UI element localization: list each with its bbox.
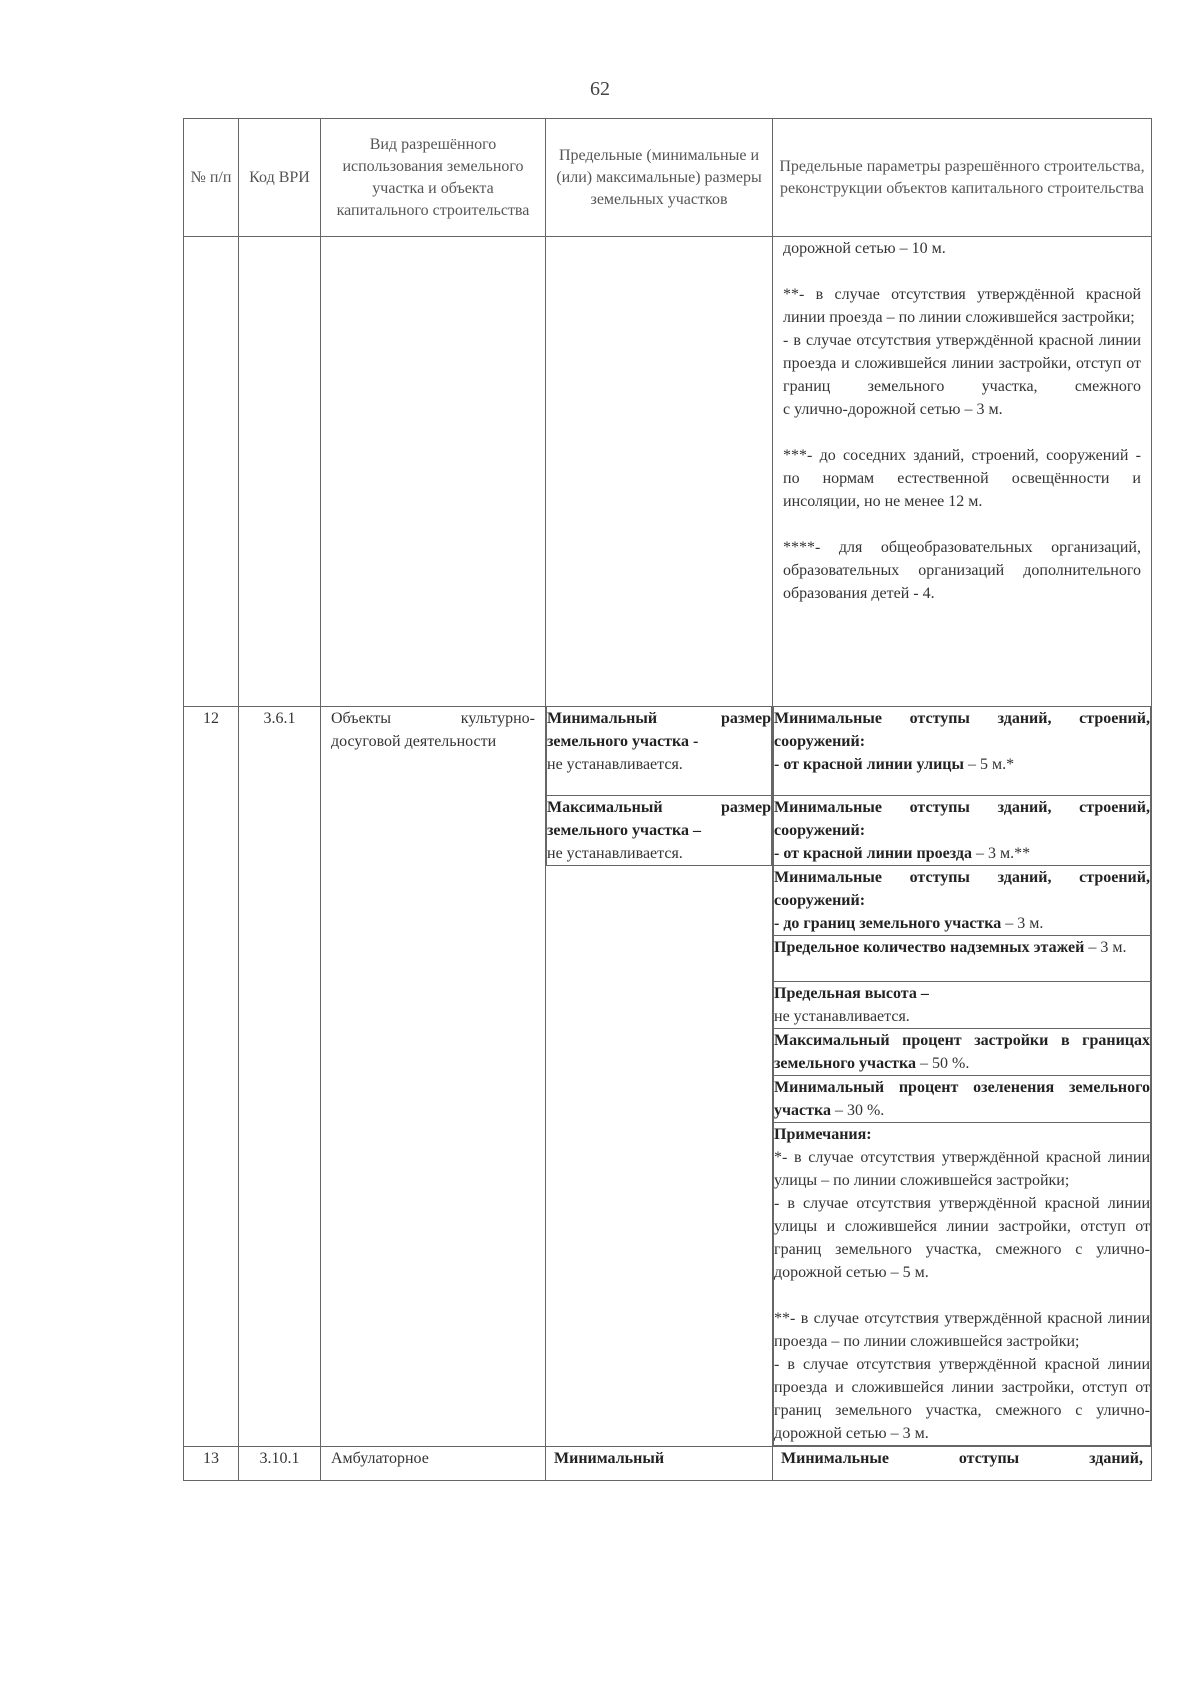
table-row-12 [184, 707, 1152, 1447]
cont-sizes-cell [546, 237, 773, 707]
page-number: 62 [590, 78, 610, 100]
cont-type-cell [321, 237, 546, 707]
header-sizes: Предельные (минимальные и (или) максимальные) размеры земельных участков [546, 119, 773, 237]
row12-param-1-label: Минимальные отступы зданий, строений, сооружений: [774, 710, 1150, 750]
row12-param-7 [774, 1075, 1151, 1122]
row12-params-table [773, 707, 1151, 1446]
row12-min-size-label: Минимальный размер земельного участка - [547, 710, 771, 750]
row12-max-size [547, 795, 772, 865]
row12-param-1-line: - от красной линии улицы [774, 756, 964, 773]
row12-param-5 [774, 981, 1151, 1028]
row12-sizes-table [546, 707, 772, 866]
row12-max-size-value: не устанавливается. [547, 844, 683, 862]
row12-notes-title: Примечания: [774, 1125, 872, 1143]
row13-sizes: Минимальный [546, 1446, 773, 1480]
cont-note2b: - в случае отсутствия утверждённой красной линии проезда и сложившейся линии застройки, отступ от границ земельного участка, смежного [783, 332, 1141, 395]
row12-param-2-label: Минимальные отступы зданий, строений, сооружений: [774, 798, 1150, 839]
row12-note-2a: **- в случае отсутствия утверждённой красной линии проезда – по линии сложившейся застройки; [774, 1309, 1150, 1350]
row12-param-5-label: Предельная высота – [774, 984, 929, 1002]
row12-min-size [547, 707, 772, 795]
row13-num: 13 [184, 1446, 239, 1480]
row12-param-2-line: - от красной линии проезда [774, 844, 972, 862]
row12-params-cell [773, 707, 1152, 1447]
row12-code: 3.6.1 [239, 707, 321, 1447]
row12-param-4-label: Предельное количество надземных этажей [774, 938, 1085, 956]
row12-param-7-label: Минимальный процент озеленения земельного участка [774, 1078, 1150, 1119]
row12-param-1-value: – 5 м.* [968, 756, 1015, 773]
header-num: № п/п [184, 119, 239, 237]
row12-note-1b: - в случае отсутствия утверждённой красной линии улицы и сложившейся линии застройки, отступ от границ земельного участка, смежного с улично-дорожной сетью – 5 м. [774, 1194, 1150, 1281]
row12-param-3-label: Минимальные отступы зданий, строений, сооружений: [774, 868, 1150, 909]
row12-note-2b: - в случае отсутствия утверждённой красной линии проезда и сложившейся линии застройки, отступ от границ земельного участка, смежного с улично-дорожной сетью – 3 м. [774, 1355, 1150, 1442]
header-type: Вид разрешённого использования земельного участка и объекта капитального строительства [321, 119, 546, 237]
cont-line1: дорожной сетью – 10 м. [783, 240, 946, 257]
row12-param-6-value: – 50 %. [920, 1054, 970, 1072]
table-header-row [184, 119, 1152, 237]
regulations-table [183, 118, 1152, 1481]
row13-code: 3.10.1 [239, 1446, 321, 1480]
cont-num-cell [184, 237, 239, 707]
row12-param-1 [774, 707, 1151, 795]
row12-num: 12 [184, 707, 239, 1447]
row12-sizes-cell [546, 707, 773, 1447]
row12-param-3-value: – 3 м. [1005, 914, 1044, 932]
cont-note4-end: образования детей - 4. [783, 585, 935, 602]
row12-param-4 [774, 935, 1151, 981]
row12-param-2 [774, 795, 1151, 865]
cont-params-cell [773, 237, 1152, 707]
row12-note-1a: *- в случае отсутствия утверждённой красной линии улицы – по линии сложившейся застройки; [774, 1148, 1150, 1189]
row12-max-size-label: Максимальный размер земельного участка – [547, 798, 771, 839]
row13-type: Амбулаторное [321, 1446, 546, 1480]
cont-note4: ****- для общеобразовательных организаций, образовательных организаций дополнительного [783, 539, 1141, 579]
table-row-continued [184, 237, 1152, 707]
cont-note2c: с улично-дорожной сетью – 3 м. [783, 401, 1003, 418]
row12-notes [774, 1122, 1151, 1445]
row12-param-5-value: не устанавливается. [774, 1007, 910, 1025]
cont-note2a: **- в случае отсутствия утверждённой красной линии проезда – по линии сложившейся застройки; [783, 286, 1141, 326]
row12-param-7-value: – 30 %. [834, 1101, 885, 1119]
row12-param-3-line: - до границ земельного участка [774, 914, 1002, 932]
row12-param-6 [774, 1028, 1151, 1075]
header-params: Предельные параметры разрешённого строительства, реконструкции объектов капитального строительства [773, 119, 1152, 237]
row12-param-6-label: Максимальный процент застройки в границах земельного участка [774, 1031, 1150, 1072]
row12-type: Объекты культурно-досуговой деятельности [321, 707, 546, 1447]
row12-param-4-value: – 3 м. [1088, 938, 1127, 956]
row12-param-2-value: – 3 м.** [975, 844, 1031, 862]
header-code: Код ВРИ [239, 119, 321, 237]
cont-note3: ***- до соседних зданий, строений, сооружений - по нормам естественной освещённости и инсоляции, но не менее 12 м. [783, 447, 1141, 510]
table-row-13 [184, 1446, 1152, 1480]
row13-params: Минимальные отступы зданий, [773, 1446, 1152, 1480]
row12-param-3 [774, 865, 1151, 935]
row12-min-size-value: не устанавливается. [547, 756, 683, 773]
cont-code-cell [239, 237, 321, 707]
